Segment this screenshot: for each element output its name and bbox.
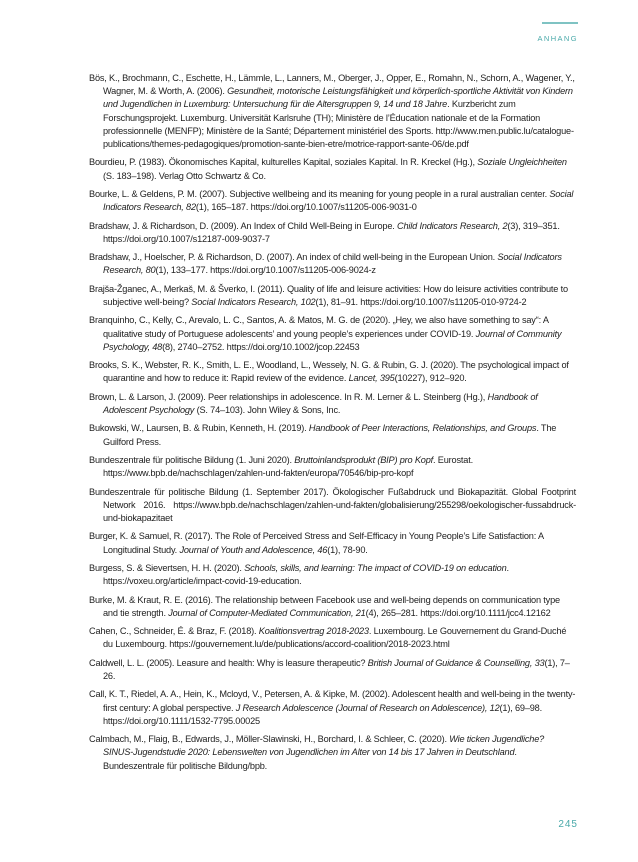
reference-entry <box>89 562 576 588</box>
reference-text: (1), 78-90. <box>327 544 368 555</box>
reference-italic-title: Social Indicators Research, 102 <box>191 296 316 307</box>
reference-text: Burgess, S. & Sievertsen, H. H. (2020). <box>89 562 245 573</box>
reference-text: . The Guilford Press. <box>103 423 557 447</box>
reference-text: Caldwell, L. L. (2005). Leasure and health: Why is leasure therapeutic? <box>89 657 368 668</box>
reference-italic-title: Journal of Youth and Adolescence, 46 <box>179 544 328 555</box>
reference-entry <box>89 657 576 683</box>
reference-text: Call, K. T., Riedel, A. A., Hein, K., Mcloyd, V., Petersen, A. & Kipke, M. (2002). Adolescent health and well-being in the twenty-first century: A global perspective. <box>89 689 576 713</box>
reference-entry <box>89 391 576 417</box>
reference-italic-title: Child Indicators Research, 2 <box>397 220 508 231</box>
reference-entry <box>89 251 576 277</box>
reference-text: Brooks, S. K., Webster, R. K., Smith, L. E., Woodland, L., Wessely, N. G. & Rubin, G. J. (2020). The psychological impact of quarantine and how to reduce it: Rapid review of the evidence. <box>89 360 569 384</box>
reference-text: (1), 165–187. https://doi.org/10.1007/s11205-006-9031-0 <box>195 202 417 213</box>
reference-text: (4), 265–281. https://doi.org/10.1111/jcc4.12162 <box>365 607 551 618</box>
reference-text: (1), 133–177. https://doi.org/10.1007/s11205-006-9024-z <box>155 265 376 276</box>
reference-text: Bradshaw, J. & Richardson, D. (2009). An Index of Child Well-Being in Europe. <box>89 220 398 231</box>
header-rule <box>542 22 578 24</box>
reference-entry <box>89 594 576 620</box>
reference-italic-title: Social Indicators Research, 82 <box>103 189 574 213</box>
reference-italic-title: J Research Adolescence (Journal of Research on Adolescence), 12 <box>235 702 500 713</box>
reference-text: Brajša-Žganec, A., Merkaš, M. & Šverko, I. (2011). Quality of life and leisure activities: How do leisure activities contribute to subjective well-being? <box>89 283 568 307</box>
reference-entry <box>89 454 576 480</box>
reference-italic-title: Wie ticken Jugendliche? SINUS-Jugendstudie 2020: Lebenswelten von Jugendlichen im Alter von 14 bis 17 Jahren in Deutschland <box>103 734 545 758</box>
reference-text: Calmbach, M., Flaig, B., Edwards, J., Möller-Slawinski, H., Borchard, I. & Schleer, C. (2020). <box>89 734 450 745</box>
reference-italic-title: Gesundheit, motorische Leistungsfähigkeit und körperlich-sportliche Aktivität von Kindern und Jugendlichen in Luxemburg: Untersuchung für die Altersgruppen 9, 14 und 18 Jahre <box>103 86 573 110</box>
reference-text: Bundeszentrale für politische Bildung (1. September 2017). Ökologischer Fußabdruck und Biokapazität. Global Footprint Network 2016. https://www.bpb.de/nachschlagen/zahlen-und-fakten/globalisierung/255298/oekologischer-fussabdruck-und-biokapazitaet <box>89 486 576 523</box>
reference-entry <box>89 156 576 182</box>
reference-text: Bös, K., Brochmann, C., Eschette, H., Lämmle, L., Lanners, M., Oberger, J., Opper, E., Romahn, N., Schorn, A., Wagener, Y., Wagner, M. & Worth, A. (2006). <box>89 73 575 97</box>
reference-italic-title: Soziale Ungleichheiten <box>477 157 567 168</box>
reference-italic-title: Handbook of Adolescent Psychology <box>103 391 538 415</box>
reference-text: (S. 183–198). Verlag Otto Schwartz & Co. <box>103 170 266 181</box>
reference-list <box>89 72 576 778</box>
reference-text: Bradshaw, J., Hoelscher, P. & Richardson, D. (2007). An index of child well-being in the European Union. <box>89 252 498 263</box>
reference-italic-title: Social Indicators Research, 80 <box>103 252 562 276</box>
reference-text: Burke, M. & Kraut, R. E. (2016). The relationship between Facebook use and well-being depends on communication type and tie strength. <box>89 594 560 618</box>
reference-text: Bourke, L. & Geldens, P. M. (2007). Subjective wellbeing and its meaning for young people in a rural australian center. <box>89 189 550 199</box>
reference-italic-title: Journal of Community Psychology, 48 <box>103 328 562 352</box>
reference-italic-title: British Journal of Guidance & Counselling, 33 <box>367 657 545 668</box>
reference-italic-title: Bruttoinlandsprodukt (BIP) pro Kopf <box>294 454 434 465</box>
reference-text: . https://voxeu.org/article/impact-covid-19-education. <box>103 562 509 587</box>
reference-italic-title: Journal of Computer-Mediated Communication, 21 <box>168 607 366 618</box>
reference-text: (S. 74–103). John Wiley & Sons, Inc. <box>194 404 341 415</box>
reference-text: Bourdieu, P. (1983). Ökonomisches Kapital, kulturelles Kapital, soziales Kapital. In R. Kreckel (Hg.), <box>89 157 478 168</box>
reference-entry <box>89 314 576 354</box>
reference-text: (10227), 912–920. <box>394 373 467 384</box>
section-header: ANHANG <box>537 34 578 43</box>
reference-entry <box>89 733 576 773</box>
reference-text: . Kurzbericht zum Forschungsprojekt. Luxemburg. Universität Karlsruhe (TH); Ministère de l’Éducation nationale et de la Formation professionnelle (MENFP); Ministère de la Santé; Département ministériel des Sports. http://www.men.public.lu/catalogue-publications/themes-pedagogiques/promotion-sante-bien-etre/motrice-rapport-sante-06/de.pdf <box>103 99 574 150</box>
reference-text: Burger, K. & Samuel, R. (2017). The Role of Perceived Stress and Self-Efficacy in Young People’s Life Satisfaction: A Longitudinal Study. <box>89 531 544 555</box>
reference-text: (1), 69–98. https://doi.org/10.1111/1532-7795.00025 <box>103 702 542 726</box>
reference-text: (1), 7–26. <box>103 657 570 681</box>
reference-text: . Bundeszentrale für politische Bildung/bpb. <box>103 747 517 771</box>
reference-text: Cahen, C., Schneider, É. & Braz, F. (2018). <box>89 626 259 637</box>
reference-text: Bundeszentrale für politische Bildung (1. Juni 2020). <box>89 454 295 465</box>
reference-entry <box>89 530 576 556</box>
reference-text: Bukowski, W., Laursen, B. & Rubin, Kenneth, H. (2019). <box>89 423 309 434</box>
reference-entry <box>89 422 576 448</box>
reference-entry <box>89 72 576 151</box>
reference-entry <box>89 359 576 385</box>
reference-entry <box>89 625 576 651</box>
reference-entry <box>89 188 576 214</box>
reference-entry <box>89 220 576 246</box>
reference-italic-title: Koalitionsvertrag 2018-2023 <box>258 626 369 637</box>
reference-entry <box>89 688 576 728</box>
reference-text: (3), 319–351. https://doi.org/10.1007/s12187-009-9037-7 <box>103 220 560 244</box>
reference-text: (8), 2740–2752. https://doi.org/10.1002/jcop.22453 <box>162 341 360 352</box>
reference-entry <box>89 486 576 526</box>
reference-italic-title: Schools, skills, and learning: The impact of COVID-19 on education <box>244 562 507 573</box>
reference-italic-title: Lancet, 395 <box>348 373 395 384</box>
reference-text: (1), 81–91. https://doi.org/10.1007/s11205-010-9724-2 <box>315 296 527 307</box>
page-number: 245 <box>558 819 578 830</box>
reference-text: . Eurostat. https://www.bpb.de/nachschlagen/zahlen-und-fakten/europa/70546/bip-pro-kopf <box>103 454 473 479</box>
reference-entry <box>89 283 576 309</box>
reference-italic-title: Handbook of Peer Interactions, Relationships, and Groups <box>308 423 537 434</box>
reference-text: . Luxembourg. Le Gouvernement du Grand-Duché du Luxembourg. https://gouvernement.lu/de/publications/accord-coalition/2018-2023.html <box>103 626 567 650</box>
reference-text: Brown, L. & Larson, J. (2009). Peer relationships in adolescence. In R. M. Lerner & L. Steinberg (Hg.), <box>89 391 488 402</box>
reference-text: Branquinho, C., Kelly, C., Arevalo, L. C., Santos, A. & Matos, M. G. de (2020). „Hey, we also have something to say“: A qualitative study of Portuguese adolescents’ and young people’s experiences under COVID-19. <box>89 315 549 339</box>
